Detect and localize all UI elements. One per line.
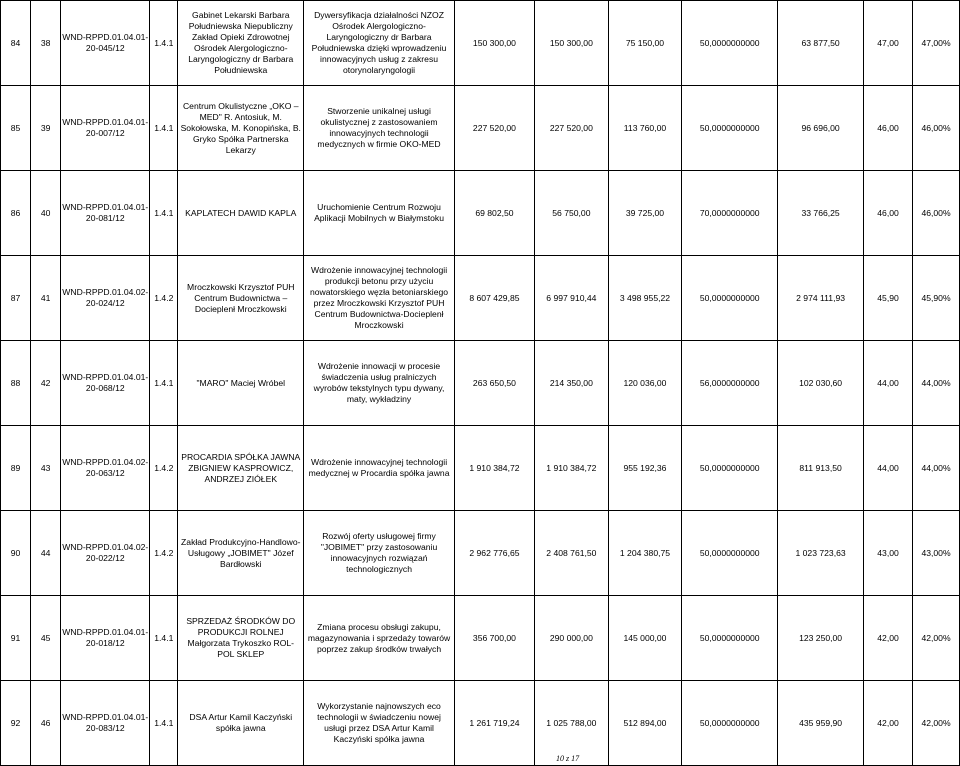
- score: 46,00: [864, 86, 913, 171]
- amount-value: 435 959,90: [778, 681, 864, 766]
- score: 42,00: [864, 681, 913, 766]
- score-percent: 44,00%: [913, 426, 960, 511]
- agreement-number: WND-RPPD.01.04.01-20-007/12: [61, 86, 150, 171]
- beneficiary-name: Zakład Produkcyjno-Handlowo-Usługowy „JOBIMET" Józef Bardłowski: [178, 511, 304, 596]
- position-number: 39: [31, 86, 61, 171]
- amount-value: 2 974 111,93: [778, 256, 864, 341]
- beneficiary-name: Centrum Okulistyczne „OKO – MED" R. Antosiuk, M. Sokołowska, M. Konopińska, B. Gryko Spółka Partnerska Lekarzy: [178, 86, 304, 171]
- score-percent: 46,00%: [913, 86, 960, 171]
- score: 44,00: [864, 341, 913, 426]
- total-value: 356 700,00: [454, 596, 534, 681]
- eligible-costs: 2 408 761,50: [535, 511, 609, 596]
- total-value: 1 910 384,72: [454, 426, 534, 511]
- amount-value: 123 250,00: [778, 596, 864, 681]
- co-financing-rate: 50,0000000000: [682, 681, 778, 766]
- beneficiary-name: Mroczkowski Krzysztof PUH Centrum Budownictwa – Docieplenł Mroczkowski: [178, 256, 304, 341]
- project-title: Wdrożenie innowacji w procesie świadczenia usług pralniczych wyrobów tekstylnych typu dywany, maty, wykładziny: [304, 341, 455, 426]
- total-value: 2 962 776,65: [454, 511, 534, 596]
- agreement-number: WND-RPPD.01.04.02-20-022/12: [61, 511, 150, 596]
- total-value: 1 261 719,24: [454, 681, 534, 766]
- eligible-costs: 1 025 788,00: [535, 681, 609, 766]
- amount-value: 63 877,50: [778, 1, 864, 86]
- project-title: Dywersyfikacja działalności NZOZ Ośrodek Alergologiczno-Laryngologiczny dr Barbara Południewska dzięki wprowadzeniu innowacyjnych usług z zakresu otorynolaryngologii: [304, 1, 455, 86]
- eligible-costs: 1 910 384,72: [535, 426, 609, 511]
- co-financing-rate: 50,0000000000: [682, 511, 778, 596]
- grant-amount: 120 036,00: [608, 341, 682, 426]
- co-financing-rate: 50,0000000000: [682, 86, 778, 171]
- co-financing-rate: 50,0000000000: [682, 596, 778, 681]
- project-title: Rozwój oferty usługowej firmy "JOBIMET" przy zastosowaniu innowacyjnych rozwiązań technologicznych: [304, 511, 455, 596]
- table-row: [1, 681, 960, 766]
- co-financing-rate: 50,0000000000: [682, 1, 778, 86]
- project-title: Wykorzystanie najnowszych eco technologii w świadczeniu nowej usługi przez DSA Artur Kamil Kaczyński spółka jawna: [304, 681, 455, 766]
- measure-number: 1.4.2: [150, 426, 178, 511]
- grant-amount: 955 192,36: [608, 426, 682, 511]
- score: 46,00: [864, 171, 913, 256]
- row-number: 84: [1, 1, 31, 86]
- measure-number: 1.4.1: [150, 341, 178, 426]
- eligible-costs: 6 997 910,44: [535, 256, 609, 341]
- total-value: 8 607 429,85: [454, 256, 534, 341]
- row-number: 86: [1, 171, 31, 256]
- row-number: 91: [1, 596, 31, 681]
- row-number: 88: [1, 341, 31, 426]
- agreement-number: WND-RPPD.01.04.01-20-045/12: [61, 1, 150, 86]
- project-title: Wdrożenie innowacyjnej technologii produkcji betonu przy użyciu nowatorskiego węzła betoniarskiego przez Mroczkowski Krzysztof PUH Centrum Budownictwa-Docieplenł Mroczkowski: [304, 256, 455, 341]
- agreement-number: WND-RPPD.01.04.01-20-018/12: [61, 596, 150, 681]
- eligible-costs: 214 350,00: [535, 341, 609, 426]
- eligible-costs: 150 300,00: [535, 1, 609, 86]
- co-financing-rate: 56,0000000000: [682, 341, 778, 426]
- score: 44,00: [864, 426, 913, 511]
- co-financing-rate: 70,0000000000: [682, 171, 778, 256]
- position-number: 46: [31, 681, 61, 766]
- beneficiary-name: KAPLATECH DAWID KAPLA: [178, 171, 304, 256]
- score: 47,00: [864, 1, 913, 86]
- table-row: [1, 341, 960, 426]
- table-row: [1, 171, 960, 256]
- position-number: 44: [31, 511, 61, 596]
- eligible-costs: 56 750,00: [535, 171, 609, 256]
- grant-amount: 39 725,00: [608, 171, 682, 256]
- table-row: [1, 256, 960, 341]
- agreement-number: WND-RPPD.01.04.01-20-083/12: [61, 681, 150, 766]
- total-value: 227 520,00: [454, 86, 534, 171]
- beneficiary-name: SPRZEDAŻ ŚRODKÓW DO PRODUKCJI ROLNEJ Małgorzata Trykoszko ROL-POL SKLEP: [178, 596, 304, 681]
- score-percent: 44,00%: [913, 341, 960, 426]
- row-number: 90: [1, 511, 31, 596]
- score: 45,90: [864, 256, 913, 341]
- table-row: [1, 1, 960, 86]
- score-percent: 45,90%: [913, 256, 960, 341]
- table-row: [1, 511, 960, 596]
- row-number: 85: [1, 86, 31, 171]
- row-number: 87: [1, 256, 31, 341]
- position-number: 40: [31, 171, 61, 256]
- total-value: 69 802,50: [454, 171, 534, 256]
- grant-amount: 512 894,00: [608, 681, 682, 766]
- total-value: 263 650,50: [454, 341, 534, 426]
- measure-number: 1.4.2: [150, 511, 178, 596]
- amount-value: 1 023 723,63: [778, 511, 864, 596]
- eligible-costs: 290 000,00: [535, 596, 609, 681]
- beneficiary-name: Gabinet Lekarski Barbara Południewska Niepubliczny Zakład Opieki Zdrowotnej Ośrodek Alergologiczno-Laryngologiczny dr Barbara Południewska: [178, 1, 304, 86]
- beneficiary-name: "MARO" Maciej Wróbel: [178, 341, 304, 426]
- agreement-number: WND-RPPD.01.04.02-20-063/12: [61, 426, 150, 511]
- grant-amount: 113 760,00: [608, 86, 682, 171]
- measure-number: 1.4.1: [150, 1, 178, 86]
- measure-number: 1.4.2: [150, 256, 178, 341]
- table-row: [1, 86, 960, 171]
- co-financing-rate: 50,0000000000: [682, 256, 778, 341]
- project-title: Wdrożenie innowacyjnej technologii medycznej w Procardia spółka jawna: [304, 426, 455, 511]
- grant-amount: 75 150,00: [608, 1, 682, 86]
- eligible-costs: 227 520,00: [535, 86, 609, 171]
- amount-value: 33 766,25: [778, 171, 864, 256]
- page-number: 10 z 17: [556, 754, 580, 763]
- score-percent: 42,00%: [913, 681, 960, 766]
- table-row: [1, 426, 960, 511]
- project-title: Stworzenie unikalnej usługi okulistycznej z zastosowaniem innowacyjnych technologii medycznych w firmie OKO-MED: [304, 86, 455, 171]
- co-financing-rate: 50,0000000000: [682, 426, 778, 511]
- measure-number: 1.4.1: [150, 171, 178, 256]
- agreement-number: WND-RPPD.01.04.01-20-081/12: [61, 171, 150, 256]
- agreement-number: WND-RPPD.01.04.01-20-068/12: [61, 341, 150, 426]
- amount-value: 811 913,50: [778, 426, 864, 511]
- score-percent: 42,00%: [913, 596, 960, 681]
- project-title: Uruchomienie Centrum Rozwoju Aplikacji Mobilnych w Białymstoku: [304, 171, 455, 256]
- beneficiary-name: DSA Artur Kamil Kaczyński spółka jawna: [178, 681, 304, 766]
- total-value: 150 300,00: [454, 1, 534, 86]
- amount-value: 102 030,60: [778, 341, 864, 426]
- beneficiary-name: PROCARDIA SPÓŁKA JAWNA ZBIGNIEW KASPROWICZ, ANDRZEJ ZIÓŁEK: [178, 426, 304, 511]
- measure-number: 1.4.1: [150, 596, 178, 681]
- score-percent: 46,00%: [913, 171, 960, 256]
- position-number: 41: [31, 256, 61, 341]
- score: 43,00: [864, 511, 913, 596]
- agreement-number: WND-RPPD.01.04.02-20-024/12: [61, 256, 150, 341]
- position-number: 38: [31, 1, 61, 86]
- row-number: 92: [1, 681, 31, 766]
- measure-number: 1.4.1: [150, 681, 178, 766]
- score-percent: 43,00%: [913, 511, 960, 596]
- grant-amount: 3 498 955,22: [608, 256, 682, 341]
- score: 42,00: [864, 596, 913, 681]
- table-row: [1, 596, 960, 681]
- measure-number: 1.4.1: [150, 86, 178, 171]
- position-number: 45: [31, 596, 61, 681]
- score-percent: 47,00%: [913, 1, 960, 86]
- grant-amount: 1 204 380,75: [608, 511, 682, 596]
- row-number: 89: [1, 426, 31, 511]
- position-number: 43: [31, 426, 61, 511]
- amount-value: 96 696,00: [778, 86, 864, 171]
- grant-amount: 145 000,00: [608, 596, 682, 681]
- project-title: Zmiana procesu obsługi zakupu, magazynowania i sprzedaży towarów poprzez zakup środków trwałych: [304, 596, 455, 681]
- position-number: 42: [31, 341, 61, 426]
